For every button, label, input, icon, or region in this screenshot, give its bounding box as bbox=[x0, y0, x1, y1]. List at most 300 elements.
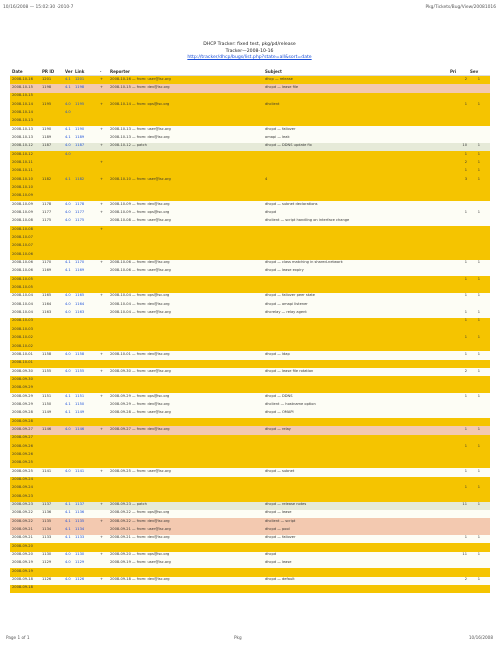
row-date: 2008-09-27 bbox=[12, 426, 33, 431]
row-reporter: 2008-10-06 — from: user@isc.org bbox=[110, 268, 171, 273]
row-pr-id: 1182 bbox=[42, 176, 52, 181]
row-version-link[interactable]: 4.0 bbox=[65, 468, 71, 473]
row-ticket-link[interactable]: 1175 bbox=[75, 218, 85, 223]
row-ticket-link[interactable]: 1149 bbox=[75, 410, 85, 415]
header-right-text: Pkg/Tickets/Bug/View/20081016 bbox=[425, 5, 496, 10]
table-row[interactable] bbox=[10, 210, 490, 218]
table-row[interactable] bbox=[10, 134, 490, 142]
row-priority: 1 bbox=[464, 168, 467, 173]
row-date: 2008-10-01 bbox=[12, 360, 33, 365]
row-ticket-link[interactable]: 1155 bbox=[75, 368, 85, 373]
row-reporter: 2008-09-27 — from: dev@isc.org bbox=[110, 426, 170, 431]
column-header-link[interactable]: Link bbox=[75, 69, 85, 74]
row-version-link[interactable]: 4.1 bbox=[65, 510, 71, 515]
row-date: 2008-10-15 bbox=[12, 93, 33, 98]
row-pr-id: 1129 bbox=[42, 560, 52, 565]
row-ticket-link[interactable]: 1136 bbox=[75, 510, 85, 515]
row-pr-id: 1130 bbox=[42, 552, 52, 557]
row-reporter: 2008-09-21 — from: user@isc.org bbox=[110, 527, 171, 532]
row-ticket-link[interactable]: 1130 bbox=[75, 552, 85, 557]
row-date: 2008-10-13 bbox=[12, 134, 33, 139]
row-version-link[interactable]: 4.1 bbox=[65, 410, 71, 415]
table-row[interactable] bbox=[10, 93, 490, 101]
row-subject: dhcpd — ldap bbox=[265, 351, 290, 356]
row-priority: 1 bbox=[464, 535, 467, 540]
table-row[interactable] bbox=[10, 351, 490, 359]
row-date: 2008-10-06 bbox=[12, 251, 33, 256]
row-ticket-link[interactable]: 1169 bbox=[75, 268, 85, 273]
row-version-link[interactable]: 4.0 bbox=[65, 301, 71, 306]
row-subject: dhcpd — DDNS bbox=[265, 393, 293, 398]
table-row[interactable] bbox=[10, 393, 490, 401]
row-ticket-link[interactable]: 1141 bbox=[75, 468, 85, 473]
row-date: 2008-09-29 bbox=[12, 393, 33, 398]
table-row[interactable] bbox=[10, 385, 490, 393]
row-ticket-link[interactable]: 1187 bbox=[75, 143, 85, 148]
row-subject: dhcpd — failover peer state bbox=[265, 293, 316, 298]
table-row[interactable] bbox=[10, 401, 490, 409]
row-date: 2008-10-16 bbox=[12, 76, 33, 81]
row-version-link[interactable]: 4.0 bbox=[65, 109, 71, 114]
row-reporter: 2008-09-23 — patch bbox=[110, 502, 147, 507]
row-flag: + bbox=[100, 535, 104, 540]
row-version-link[interactable]: 4.0 bbox=[65, 210, 71, 214]
row-date: 2008-09-30 bbox=[12, 368, 33, 373]
row-date: 2008-10-07 bbox=[12, 243, 33, 248]
row-date: 2008-09-23 bbox=[12, 493, 33, 498]
page-header bbox=[3, 3, 496, 13]
row-flag: + bbox=[100, 502, 104, 507]
column-header-pr-id[interactable]: PR ID bbox=[42, 69, 55, 74]
table-row[interactable] bbox=[10, 560, 490, 568]
table-row[interactable] bbox=[10, 360, 490, 368]
row-subject: 4 bbox=[265, 176, 268, 181]
row-date: 2008-09-24 bbox=[12, 485, 33, 490]
row-version-link[interactable]: 4.1 bbox=[65, 268, 71, 273]
row-subject: dhcpd — pool bbox=[265, 527, 290, 532]
row-date: 2008-10-06 bbox=[12, 268, 33, 273]
row-pr-id: 1150 bbox=[42, 401, 52, 406]
table-row[interactable] bbox=[10, 326, 490, 334]
row-flag: + bbox=[100, 101, 104, 106]
row-pr-id: 1155 bbox=[42, 368, 52, 373]
row-ticket-link[interactable]: 1150 bbox=[75, 401, 85, 406]
table-row[interactable] bbox=[10, 376, 490, 384]
row-ticket-link[interactable]: 1134 bbox=[75, 527, 85, 532]
table-row[interactable] bbox=[10, 159, 490, 167]
row-reporter: 2008-10-06 — from: dev@isc.org bbox=[110, 260, 170, 265]
row-pr-id: 1190 bbox=[42, 126, 52, 131]
table-row[interactable] bbox=[10, 84, 490, 92]
row-flag: + bbox=[100, 159, 104, 164]
footer-center-text: Pkg bbox=[234, 635, 242, 640]
row-date: 2008-09-19 bbox=[12, 568, 33, 573]
row-subject: dhclient bbox=[265, 101, 280, 106]
row-priority: 1 bbox=[464, 101, 467, 106]
row-version-link[interactable]: 4.1 bbox=[65, 84, 71, 89]
row-ticket-link[interactable]: 1163 bbox=[75, 310, 85, 315]
table-row[interactable] bbox=[10, 285, 490, 293]
table-row[interactable] bbox=[10, 477, 490, 485]
row-date: 2008-10-12 bbox=[12, 151, 33, 156]
table-row[interactable] bbox=[10, 552, 490, 560]
table-row[interactable] bbox=[10, 568, 490, 576]
table-row[interactable] bbox=[10, 502, 490, 510]
row-date: 2008-10-10 bbox=[12, 176, 33, 181]
row-flag: + bbox=[100, 143, 104, 148]
row-subject: omapi — leak bbox=[265, 134, 290, 139]
page-title: DHCP Tracker: fixed test, pkg/pd/release bbox=[203, 42, 296, 47]
row-reporter: 2008-10-13 — from: user@isc.org bbox=[110, 126, 171, 131]
row-date: 2008-10-02 bbox=[12, 335, 33, 340]
row-date: 2008-09-22 bbox=[12, 518, 33, 523]
row-severity: 1 bbox=[477, 485, 480, 490]
row-ticket-link[interactable]: 1198 bbox=[75, 84, 85, 89]
row-date: 2008-10-13 bbox=[12, 126, 33, 131]
column-header-date[interactable]: Date bbox=[12, 69, 23, 74]
row-pr-id: 1187 bbox=[42, 143, 52, 148]
table-row[interactable] bbox=[10, 410, 490, 418]
row-severity: 1 bbox=[477, 502, 480, 507]
row-version-link[interactable]: 4.1 bbox=[65, 393, 71, 398]
row-version-link[interactable]: 4.1 bbox=[65, 518, 71, 523]
column-header-reporter[interactable]: Reporter bbox=[110, 69, 130, 74]
row-pr-id: 1177 bbox=[42, 210, 52, 214]
row-date: 2008-10-11 bbox=[12, 159, 33, 164]
row-priority: 11 bbox=[462, 502, 467, 507]
row-ticket-link[interactable]: 1158 bbox=[75, 351, 85, 356]
row-flag: + bbox=[100, 577, 104, 582]
table-row[interactable] bbox=[10, 310, 490, 318]
row-date: 2008-10-07 bbox=[12, 235, 33, 240]
row-ticket-link[interactable]: 1135 bbox=[75, 518, 85, 523]
row-date: 2008-10-04 bbox=[12, 293, 33, 298]
row-reporter: 2008-10-15 — from: dev@isc.org bbox=[110, 84, 170, 89]
row-date: 2008-10-13 bbox=[12, 118, 33, 123]
title-block bbox=[0, 42, 499, 62]
row-ticket-link[interactable]: 1177 bbox=[75, 210, 85, 214]
table-row[interactable] bbox=[10, 510, 490, 518]
row-flag: + bbox=[100, 368, 104, 373]
table-row[interactable] bbox=[10, 76, 490, 84]
row-version-link[interactable]: 4.1 bbox=[65, 502, 71, 507]
column-header-severity[interactable]: Sev bbox=[470, 69, 479, 74]
row-reporter: 2008-09-29 — from: dev@isc.org bbox=[110, 401, 170, 406]
table-row[interactable] bbox=[10, 118, 490, 126]
row-date: 2008-10-09 bbox=[12, 210, 33, 214]
footer-right-text: 10/16/2008 bbox=[468, 635, 493, 640]
row-subject: dhcpd — subnet bbox=[265, 468, 295, 473]
row-severity: 1 bbox=[477, 143, 480, 148]
row-date: 2008-10-02 bbox=[12, 343, 33, 348]
row-reporter: 2008-10-12 — patch bbox=[110, 143, 147, 148]
row-date: 2008-10-06 bbox=[12, 260, 33, 265]
row-date: 2008-09-25 bbox=[12, 460, 33, 465]
row-reporter: 2008-10-04 — from: ops@isc.org bbox=[110, 293, 170, 298]
table-row[interactable] bbox=[10, 343, 490, 351]
table-row[interactable] bbox=[10, 293, 490, 301]
footer-left-text: Page 1 of 1 bbox=[6, 635, 30, 640]
row-subject: dhcpd bbox=[265, 552, 277, 557]
table-row[interactable] bbox=[10, 201, 490, 209]
row-ticket-link[interactable]: 1126 bbox=[75, 577, 85, 582]
row-date: 2008-09-18 bbox=[12, 585, 33, 590]
row-pr-id: 1198 bbox=[42, 84, 52, 89]
row-version-link[interactable]: 4.0 bbox=[65, 426, 71, 431]
row-ticket-link[interactable]: 1151 bbox=[75, 393, 85, 398]
row-priority: 10 bbox=[462, 143, 467, 148]
row-subject: dhcpd — default bbox=[265, 577, 295, 582]
row-severity: 1 bbox=[477, 351, 480, 356]
row-version-link[interactable]: 4.0 bbox=[65, 560, 71, 565]
row-reporter: 2008-09-20 — from: ops@isc.org bbox=[110, 552, 170, 557]
row-ticket-link[interactable]: 1189 bbox=[75, 134, 85, 139]
row-version-link[interactable]: 4.1 bbox=[65, 535, 71, 540]
row-date: 2008-09-25 bbox=[12, 468, 33, 473]
row-version-link[interactable]: 4.0 bbox=[65, 552, 71, 557]
row-date: 2008-10-15 bbox=[12, 84, 33, 89]
table-row[interactable] bbox=[10, 418, 490, 426]
table-row[interactable] bbox=[10, 460, 490, 468]
row-subject: dhcpd — lease bbox=[265, 560, 292, 565]
row-subject: dhcpd — failover bbox=[265, 126, 296, 131]
table-row[interactable] bbox=[10, 585, 490, 593]
row-version-link[interactable]: 4.0 bbox=[65, 143, 71, 148]
row-flag: + bbox=[100, 260, 104, 265]
table-row[interactable] bbox=[10, 577, 490, 585]
row-pr-id: 1158 bbox=[42, 351, 52, 356]
row-ticket-link[interactable]: 1137 bbox=[75, 502, 85, 507]
row-severity: 1 bbox=[477, 76, 480, 81]
row-pr-id: 1175 bbox=[42, 218, 52, 223]
row-reporter: 2008-10-10 — from: user@isc.org bbox=[110, 176, 171, 181]
row-severity: 1 bbox=[477, 535, 480, 540]
row-pr-id: 1170 bbox=[42, 260, 52, 265]
row-priority: 1 bbox=[464, 468, 467, 473]
row-reporter: 2008-09-21 — from: dev@isc.org bbox=[110, 535, 170, 540]
table-row[interactable] bbox=[10, 443, 490, 451]
column-header-priority[interactable]: Pri bbox=[450, 69, 457, 74]
row-subject: dhcpd — OMAPI bbox=[265, 410, 294, 415]
table-row[interactable] bbox=[10, 468, 490, 476]
row-date: 2008-10-14 bbox=[12, 101, 33, 106]
row-subject: dhcpd — lease file rotation bbox=[265, 368, 314, 373]
row-version-link[interactable]: 4.1 bbox=[65, 134, 71, 139]
row-flag: + bbox=[100, 393, 104, 398]
table-row[interactable] bbox=[10, 335, 490, 343]
row-date: 2008-10-09 bbox=[12, 201, 33, 206]
row-date: 2008-10-09 bbox=[12, 193, 33, 198]
row-severity: 1 bbox=[477, 159, 480, 164]
table-row[interactable] bbox=[10, 251, 490, 259]
bug-table bbox=[10, 69, 490, 593]
table-row[interactable] bbox=[10, 527, 490, 535]
table-row[interactable] bbox=[10, 485, 490, 493]
row-flag: + bbox=[100, 518, 104, 523]
row-date: 2008-09-21 bbox=[12, 535, 33, 540]
table-row[interactable] bbox=[10, 368, 490, 376]
row-version-link[interactable]: 4.1 bbox=[65, 527, 71, 532]
row-priority: 3 bbox=[464, 176, 467, 181]
row-ticket-link[interactable]: 1133 bbox=[75, 535, 85, 540]
row-version-link[interactable]: 4.0 bbox=[65, 310, 71, 315]
row-severity: 1 bbox=[477, 552, 480, 557]
row-priority: 1 bbox=[464, 443, 467, 448]
table-row[interactable] bbox=[10, 435, 490, 443]
table-row[interactable] bbox=[10, 318, 490, 326]
row-severity: 1 bbox=[477, 426, 480, 431]
row-ticket-link[interactable]: 1178 bbox=[75, 201, 85, 206]
row-reporter: 2008-09-28 — from: user@isc.org bbox=[110, 410, 171, 415]
row-pr-id: 1165 bbox=[42, 293, 52, 298]
row-flag: + bbox=[100, 552, 104, 557]
table-row[interactable] bbox=[10, 193, 490, 201]
column-header-version[interactable]: Ver bbox=[65, 69, 73, 74]
row-pr-id: 1149 bbox=[42, 410, 52, 415]
row-ticket-link[interactable]: 1182 bbox=[75, 176, 85, 181]
table-row[interactable] bbox=[10, 276, 490, 284]
row-reporter: 2008-10-04 — from: dev@isc.org bbox=[110, 301, 170, 306]
header-left-text: 10/16/2008 — 15:02:30 ·2010·7 bbox=[3, 5, 74, 10]
row-pr-id: 1195 bbox=[42, 101, 52, 106]
table-row[interactable] bbox=[10, 176, 490, 184]
table-row[interactable] bbox=[10, 184, 490, 192]
row-reporter: 2008-10-09 — from: ops@isc.org bbox=[110, 210, 170, 214]
row-pr-id: 1134 bbox=[42, 527, 52, 532]
row-version-link[interactable]: 4.1 bbox=[65, 76, 71, 81]
row-ticket-link[interactable]: 1190 bbox=[75, 126, 85, 131]
row-priority: 1 bbox=[464, 351, 467, 356]
row-version-link[interactable]: 4.1 bbox=[65, 176, 71, 181]
row-date: 2008-10-08 bbox=[12, 226, 33, 231]
row-date: 2008-10-14 bbox=[12, 109, 33, 114]
row-subject: dhcpd — omapi listener bbox=[265, 301, 308, 306]
row-reporter: 2008-10-13 — from: dev@isc.org bbox=[110, 134, 170, 139]
row-subject: dhcpd — DDNS update fix bbox=[265, 143, 312, 148]
row-version-link[interactable]: 4.0 bbox=[65, 201, 71, 206]
table-row[interactable] bbox=[10, 218, 490, 226]
row-subject: dhcpd — relay bbox=[265, 426, 291, 431]
table-row[interactable] bbox=[10, 126, 490, 134]
row-priority: 1 bbox=[464, 260, 467, 265]
row-ticket-link[interactable]: 1164 bbox=[75, 301, 85, 306]
row-ticket-link[interactable]: 1129 bbox=[75, 560, 85, 565]
page-subtitle: Tracker—2008-10-16 bbox=[225, 48, 274, 54]
table-row[interactable] bbox=[10, 426, 490, 434]
row-date: 2008-10-08 bbox=[12, 218, 33, 223]
row-pr-id: 1178 bbox=[42, 201, 52, 206]
row-flag: + bbox=[100, 293, 104, 298]
table-row[interactable] bbox=[10, 109, 490, 117]
row-subject: dhcpd — release notes bbox=[265, 502, 307, 507]
row-severity: 1 bbox=[477, 468, 480, 473]
row-date: 2008-09-29 bbox=[12, 401, 33, 406]
row-date: 2008-09-27 bbox=[12, 435, 33, 440]
row-pr-id: 1126 bbox=[42, 577, 52, 582]
row-date: 2008-10-03 bbox=[12, 326, 33, 331]
row-flag: + bbox=[100, 76, 104, 81]
row-subject: dhcpd — class matching in shared-network bbox=[265, 260, 343, 265]
table-row[interactable] bbox=[10, 260, 490, 268]
table-row[interactable] bbox=[10, 226, 490, 234]
row-flag: + bbox=[100, 226, 104, 231]
row-subject: dhcpd bbox=[265, 210, 277, 214]
row-flag: + bbox=[100, 201, 104, 206]
table-row[interactable] bbox=[10, 101, 490, 109]
row-ticket-link[interactable]: 1195 bbox=[75, 101, 85, 106]
row-severity: 1 bbox=[477, 168, 480, 173]
table-row[interactable] bbox=[10, 535, 490, 543]
table-row[interactable] bbox=[10, 168, 490, 176]
table-row[interactable] bbox=[10, 518, 490, 526]
table-row[interactable] bbox=[10, 235, 490, 243]
row-version-link[interactable]: 4.0 bbox=[65, 101, 71, 106]
row-subject: dhclient — script bbox=[265, 518, 296, 523]
row-ticket-link[interactable]: 1165 bbox=[75, 293, 85, 298]
row-reporter: 2008-10-09 — from: dev@isc.org bbox=[110, 201, 170, 206]
row-reporter: 2008-09-29 — from: ops@isc.org bbox=[110, 393, 170, 398]
table-row[interactable] bbox=[10, 301, 490, 309]
column-header-subject[interactable]: Subject bbox=[265, 69, 282, 74]
row-version-link[interactable]: 4.1 bbox=[65, 401, 71, 406]
row-priority: 1 bbox=[464, 310, 467, 315]
row-reporter: 2008-09-22 — from: dev@isc.org bbox=[110, 518, 170, 523]
row-version-link[interactable]: 4.0 bbox=[65, 218, 71, 223]
row-pr-id: 1151 bbox=[42, 393, 52, 398]
row-severity: 1 bbox=[477, 393, 480, 398]
row-severity: 1 bbox=[477, 368, 480, 373]
query-link[interactable]: http://tracker/dhcp/bugs/list.php?state=all&sort=date bbox=[187, 55, 312, 60]
row-priority: 1 bbox=[464, 335, 467, 340]
table-row[interactable] bbox=[10, 268, 490, 276]
row-priority: 1 bbox=[464, 393, 467, 398]
row-ticket-link[interactable]: 1170 bbox=[75, 260, 85, 265]
row-date: 2008-09-20 bbox=[12, 552, 33, 557]
row-severity: 1 bbox=[477, 151, 480, 156]
row-date: 2008-09-26 bbox=[12, 451, 33, 456]
row-subject: dhcpd — lease bbox=[265, 510, 292, 515]
row-version-link[interactable]: 4.0 bbox=[65, 577, 71, 582]
table-row[interactable] bbox=[10, 243, 490, 251]
row-pr-id: 1201 bbox=[42, 76, 52, 81]
row-version-link[interactable]: 4.0 bbox=[65, 151, 71, 156]
table-row[interactable] bbox=[10, 151, 490, 159]
row-severity: 1 bbox=[477, 176, 480, 181]
table-row[interactable] bbox=[10, 143, 490, 151]
row-ticket-link[interactable]: 1146 bbox=[75, 426, 85, 431]
row-version-link[interactable]: 4.1 bbox=[65, 260, 71, 265]
table-row[interactable] bbox=[10, 451, 490, 459]
row-date: 2008-09-20 bbox=[12, 543, 33, 548]
row-version-link[interactable]: 4.1 bbox=[65, 126, 71, 131]
row-date: 2008-10-10 bbox=[12, 184, 33, 189]
row-version-link[interactable]: 4.0 bbox=[65, 368, 71, 373]
table-row[interactable] bbox=[10, 543, 490, 551]
table-header bbox=[10, 69, 490, 76]
row-flag: + bbox=[100, 426, 104, 431]
row-version-link[interactable]: 4.0 bbox=[65, 351, 71, 356]
row-ticket-link[interactable]: 1201 bbox=[75, 76, 85, 81]
row-date: 2008-10-12 bbox=[12, 143, 33, 148]
table-row[interactable] bbox=[10, 493, 490, 501]
row-priority: 2 bbox=[464, 577, 467, 582]
row-version-link[interactable]: 4.0 bbox=[65, 293, 71, 298]
row-date: 2008-10-04 bbox=[12, 310, 33, 315]
row-flag: + bbox=[100, 351, 104, 356]
row-date: 2008-09-29 bbox=[12, 385, 33, 390]
row-severity: 1 bbox=[477, 210, 480, 214]
row-date: 2008-09-30 bbox=[12, 376, 33, 381]
